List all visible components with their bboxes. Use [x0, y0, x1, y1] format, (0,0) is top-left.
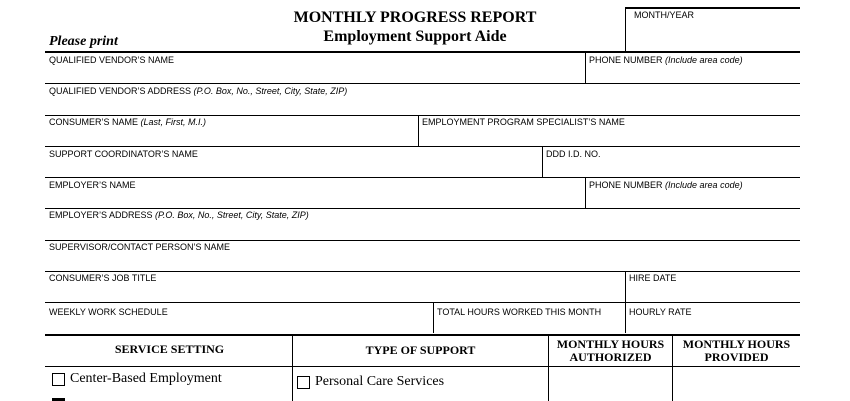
row9-divider-a: [433, 303, 434, 333]
please-print-note: Please print: [49, 34, 118, 49]
job-title-field[interactable]: [47, 284, 623, 301]
total-hours-label: TOTAL HOURS WORKED THIS MONTH: [437, 307, 602, 317]
employer-phone-label-text: PHONE NUMBER: [589, 180, 663, 190]
employer-phone-hint: (Include area code): [665, 180, 743, 190]
eps-name-field[interactable]: [420, 128, 799, 145]
row4-top-border: [45, 146, 800, 147]
total-hours-field[interactable]: [435, 318, 623, 333]
row3-top-border: [45, 115, 800, 116]
vendor-phone-hint: (Include area code): [665, 55, 743, 65]
hire-date-field[interactable]: [627, 284, 799, 301]
center-based-employment-checkbox[interactable]: [52, 373, 65, 386]
consumer-name-hint: (Last, First, M.I.): [140, 117, 207, 127]
hourly-rate-label: HOURLY RATE: [629, 307, 692, 317]
hours-authorized-header-line1: MONTHLY HOURS: [556, 337, 665, 351]
support-coordinator-field[interactable]: [47, 160, 540, 177]
month-year-left-border: [625, 7, 626, 52]
table-header-bottom-border: [45, 366, 800, 367]
weekly-schedule-label: WEEKLY WORK SCHEDULE: [49, 307, 168, 317]
employer-address-field[interactable]: [47, 221, 799, 238]
support-coordinator-label: SUPPORT COORDINATOR’S NAME: [49, 149, 198, 159]
job-title-label: CONSUMER’S JOB TITLE: [49, 273, 157, 283]
row5-divider: [585, 178, 586, 208]
hours-provided-header-line1: MONTHLY HOURS: [682, 337, 791, 351]
center-based-employment-label: Center-Based Employment: [70, 371, 222, 386]
employer-address-hint: (P.O. Box, No., Street, City, State, ZIP): [155, 210, 309, 220]
month-year-top-border: [625, 7, 800, 9]
row1-top-border: [45, 51, 800, 53]
form-title: MONTHLY PROGRESS REPORT: [293, 9, 537, 26]
employer-phone-label: [589, 180, 743, 190]
vendor-address-hint: (P.O. Box, No., Street, City, State, ZIP): [193, 86, 348, 96]
personal-care-services-label: Personal Care Services: [315, 374, 445, 389]
table-top-border: [45, 334, 800, 336]
consumer-name-label: [49, 117, 206, 127]
eps-name-label: EMPLOYMENT PROGRAM SPECIALIST’S NAME: [422, 117, 625, 127]
ddd-id-field[interactable]: [544, 160, 799, 177]
employer-name-label: EMPLOYER’S NAME: [49, 180, 136, 190]
hourly-rate-field[interactable]: [627, 318, 799, 333]
employer-address-label-text: EMPLOYER’S ADDRESS: [49, 210, 153, 220]
supervisor-field[interactable]: [47, 253, 799, 270]
vendor-address-label: [49, 86, 347, 96]
hours-provided-header: [673, 338, 800, 364]
row1-divider: [585, 53, 586, 83]
month-year-label: MONTH/YEAR: [634, 10, 695, 20]
vendor-name-field[interactable]: [47, 66, 583, 83]
hire-date-label: HIRE DATE: [629, 273, 677, 283]
vendor-phone-label-text: PHONE NUMBER: [589, 55, 663, 65]
row2-top-border: [45, 83, 800, 84]
vendor-address-label-text: QUALIFIED VENDOR’S ADDRESS: [49, 86, 192, 96]
form-subtitle: Employment Support Aide: [323, 28, 507, 45]
month-year-field[interactable]: [627, 22, 799, 51]
type-of-support-header: TYPE OF SUPPORT: [365, 343, 476, 357]
vendor-address-field[interactable]: [47, 97, 799, 114]
consumer-name-field[interactable]: [47, 128, 416, 145]
supervisor-label: SUPERVISOR/CONTACT PERSON’S NAME: [49, 242, 231, 252]
row3-divider: [418, 116, 419, 146]
row1-hours-authorized-field[interactable]: [550, 368, 671, 398]
employer-name-field[interactable]: [47, 191, 583, 208]
row4-divider: [542, 147, 543, 177]
ddd-id-label: DDD I.D. NO.: [546, 149, 601, 159]
row1-hours-provided-field[interactable]: [674, 368, 799, 398]
hours-authorized-header-line2: AUTHORIZED: [569, 350, 652, 364]
service-setting-header: SERVICE SETTING: [114, 342, 225, 356]
row8-top-border: [45, 271, 800, 272]
hours-provided-header-line2: PROVIDED: [704, 350, 769, 364]
hours-authorized-header: [549, 338, 672, 364]
consumer-name-label-text: CONSUMER’S NAME: [49, 117, 139, 127]
vendor-phone-field[interactable]: [587, 66, 799, 83]
row7-top-border: [45, 240, 800, 241]
row8-divider: [625, 272, 626, 302]
row9-divider-b: [625, 303, 626, 333]
row6-top-border: [45, 208, 800, 209]
row9-top-border: [45, 302, 800, 303]
vendor-phone-label: [589, 55, 743, 65]
vendor-name-label: QUALIFIED VENDOR’S NAME: [49, 55, 175, 65]
personal-care-services-checkbox[interactable]: [297, 376, 310, 389]
employer-address-label: [49, 210, 309, 220]
employer-phone-field[interactable]: [587, 191, 799, 208]
weekly-schedule-field[interactable]: [47, 318, 431, 333]
row5-top-border: [45, 177, 800, 178]
